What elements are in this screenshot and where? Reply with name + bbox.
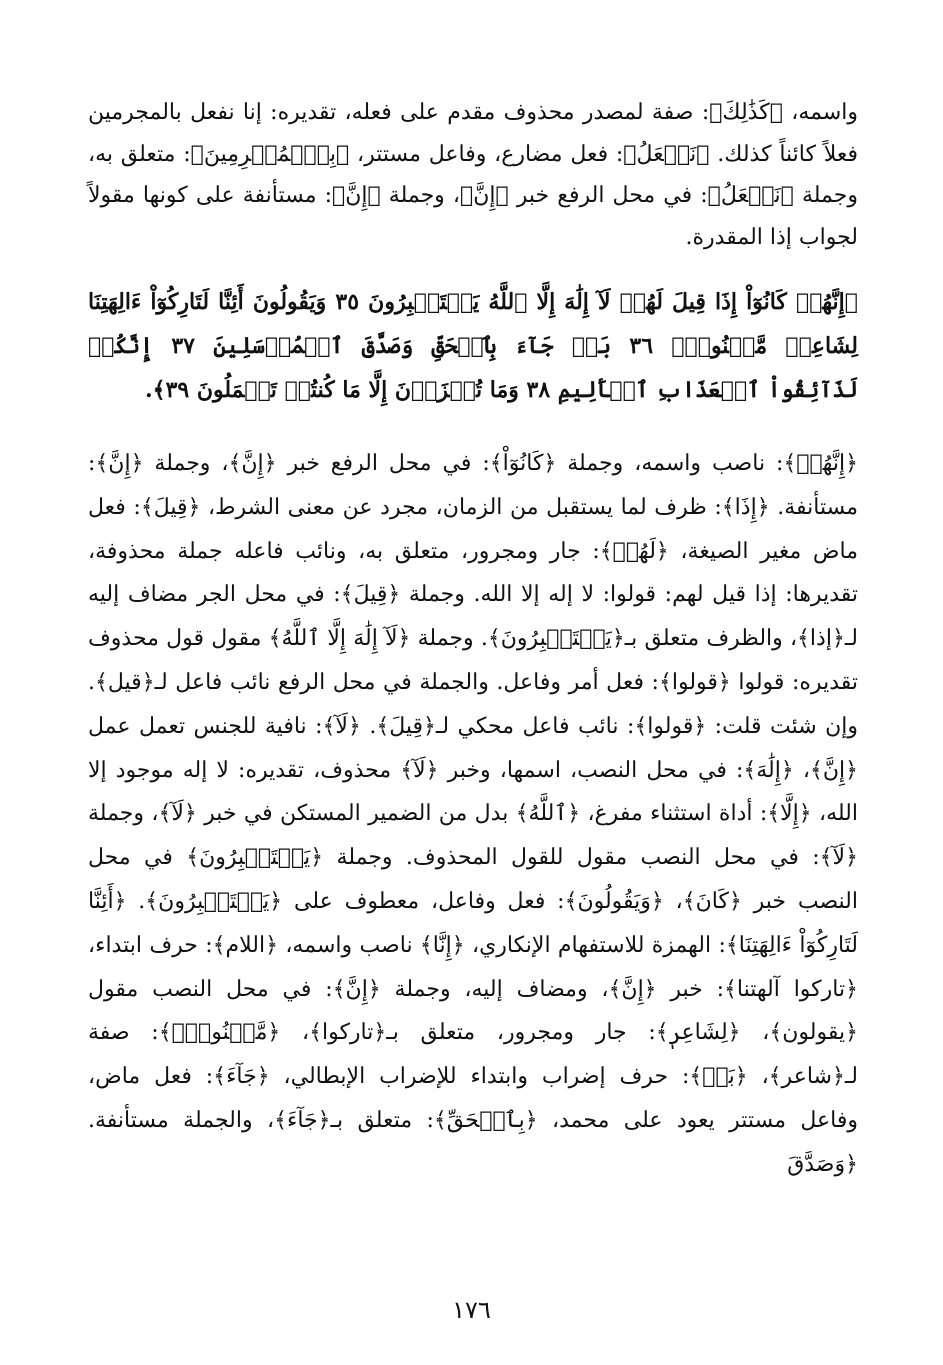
- intro-paragraph: واسمه، ﴿كَذَٰلِكَ﴾: صفة لمصدر محذوف مقدم على فعله، تقديره: إنا نفعل بالمجرمين فعلاً كائناً كذلك. ﴿نَفۡعَلُ﴾: فعل مضارع، وفاعل مستتر، ﴿بِٱلۡمُجۡرِمِينَ﴾: متعلق به، وجملة ﴿نَفۡعَلُ﴾: في محل الرفع خبر ﴿إِنَّ﴾، وجملة ﴿إِنَّ﴾: مستأنفة على كونها مقولاً لجواب إذا المقدرة.: [88, 100, 858, 250]
- page-body: [88, 92, 858, 1187]
- page-number: ١٧٦: [452, 1296, 491, 1324]
- quran-verses: ﴿إِنَّهُمۡ كَانُوٓاْ إِذَا قِيلَ لَهُمۡ لَآ إِلَٰهَ إِلَّا ٱللَّهُ يَسۡتَكۡبِرُونَ ٣٥ وَيَقُولُونَ أَئِنَّا لَتَارِكُوٓاْ ءَالِهَتِنَا لِشَاعِرٖ مَّجۡنُونِۭ ٣٦ بَلۡ جَآءَ بِٱلۡحَقِّ وَصَدَّقَ ٱلۡمُرۡسَلِينَ ٣٧ إِنَّكُمۡ لَذَآئِقُواْ ٱلۡعَذَابِ ٱلۡأَلِيمِ ٣٨ وَمَا تُجۡزَوۡنَ إِلَّا مَا كُنتُمۡ تَعۡمَلُونَ ٣٩﴾.: [88, 289, 858, 403]
- analysis-paragraph: ﴿إِنَّهُمۡ﴾: ناصب واسمه، وجملة ﴿كَانُوٓاْ﴾: في محل الرفع خبر ﴿إِنَّ﴾، وجملة ﴿إِنَّ﴾: مستأنفة. ﴿إِذَا﴾: ظرف لما يستقبل من الزمان، مجرد عن معنى الشرط، ﴿قِيلَ﴾: فعل ماض مغير الصيغة، ﴿لَهُمۡ﴾: جار ومجرور، متعلق به، ونائب فاعله جملة محذوفة، تقديرها: إذا قيل لهم: قولوا: لا إله إلا الله. وجملة ﴿قِيلَ﴾: في محل الجر مضاف إليه لـ﴿إذا﴾، والظرف متعلق بـ﴿يَسۡتَكۡبِرُونَ﴾. وجملة ﴿لَآ إِلَٰهَ إِلَّا ٱللَّهُ﴾ مقول قول محذوف تقديره: قولوا ﴿قولوا﴾: فعل أمر وفاعل. والجملة في محل الرفع نائب فاعل لـ﴿قيل﴾. وإن شئت قلت: ﴿قولوا﴾: نائب فاعل محكي لـ﴿قِيلَ﴾. ﴿لَآ﴾: نافية للجنس تعمل عمل ﴿إِنَّ﴾، ﴿إِلَٰهَ﴾: في محل النصب، اسمها، وخبر ﴿لَآ﴾ محذوف، تقديره: لا إله موجود إلا الله، ﴿إِلَّا﴾: أداة استثناء مفرغ، ﴿ٱللَّهُ﴾ بدل من الضمير المستكن في خبر ﴿لَآ﴾، وجملة ﴿لَآ﴾: في محل النصب مقول للقول المحذوف. وجملة ﴿يَسۡتَكۡبِرُونَ﴾ في محل النصب خبر ﴿كَانَ﴾، ﴿وَيَقُولُونَ﴾: فعل وفاعل، معطوف على ﴿يَسۡتَكۡبِرُونَ﴾. ﴿أَئِنَّا لَتَارِكُوٓاْ ءَالِهَتِنَا﴾: الهمزة للاستفهام الإنكاري، ﴿إِنَّا﴾ ناصب واسمه، ﴿اللام﴾: حرف ابتداء، ﴿تاركوا آلهتنا﴾: خبر ﴿إِنَّ﴾، ومضاف إليه، وجملة ﴿إِنَّ﴾: في محل النصب مقول ﴿يقولون﴾، ﴿لِشَاعِرٖ﴾: جار ومجرور، متعلق بـ﴿تاركوا﴾، ﴿مَّجۡنُونِۭ﴾: صفة لـ﴿شاعر﴾، ﴿بَلۡ﴾: حرف إضراب وابتداء للإضراب الإبطالي، ﴿جَآءَ﴾: فعل ماض، وفاعل مستتر يعود على محمد، ﴿بِٱلۡحَقِّ﴾: متعلق بـ﴿جَآءَ﴾، والجملة مستأنفة. ﴿وَصَدَّقَ: [88, 451, 858, 1177]
